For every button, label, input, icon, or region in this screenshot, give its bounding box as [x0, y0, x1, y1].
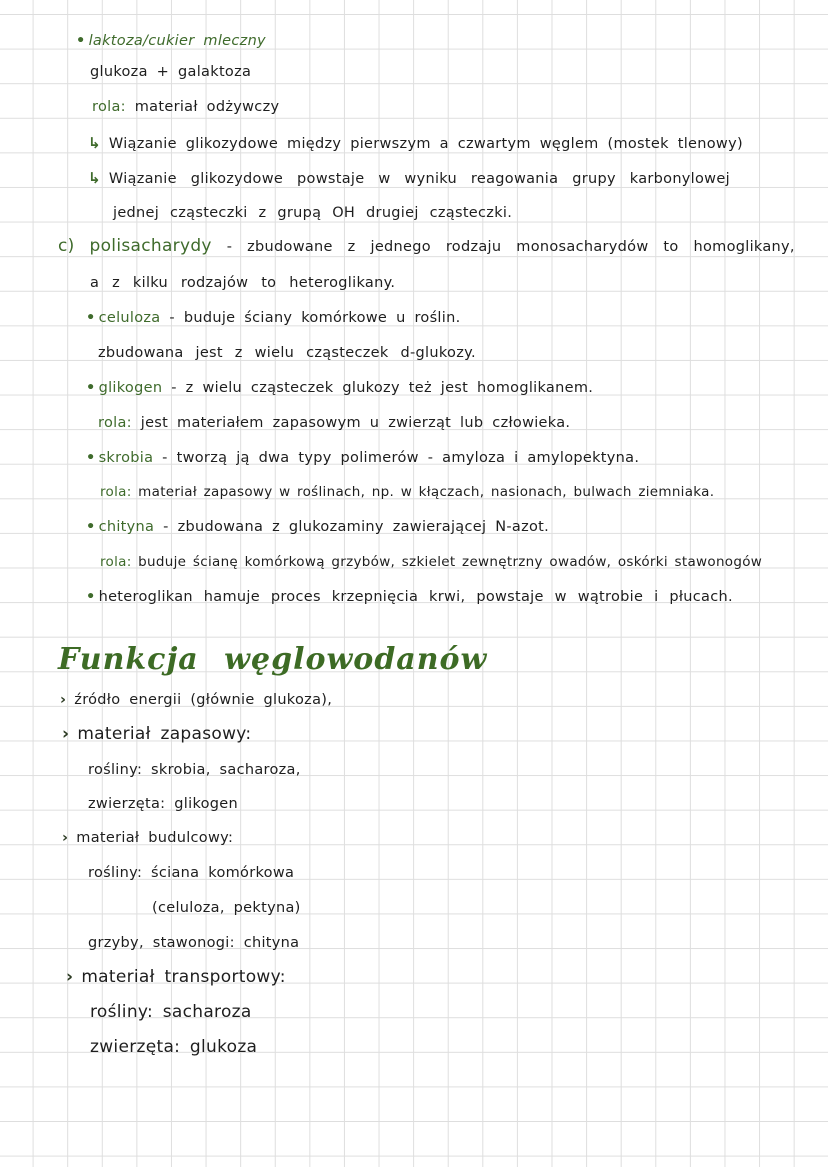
item-name: chityna: [98, 519, 155, 535]
laktoza-composition: glukoza + galaktoza: [90, 64, 252, 80]
chityna-item: • chityna - zbudowana z glukozaminy zawierającej N-azot.: [86, 519, 550, 535]
function-energy: [60, 690, 332, 710]
transport-animals: zwierzęta: glukoza: [90, 1037, 258, 1057]
item-desc: - buduje ściany komórkowe u roślin.: [160, 310, 461, 326]
item-name: skrobia: [98, 450, 154, 466]
glikogen-item: • glikogen - z wielu cząsteczek glukozy też jest homoglikanem.: [86, 380, 594, 396]
celuloza-item: • celuloza - buduje ściany komórkowe u roślin.: [86, 310, 461, 326]
laktoza-role: [92, 97, 279, 117]
skrobia-role: [100, 482, 714, 502]
chevron-right-icon: ›: [62, 830, 69, 846]
polysaccharides-definition: - zbudowane z jednego rodzaju monosacharydów to homoglikany,: [211, 239, 795, 255]
function-text: źródło energii (głównie glukoza),: [74, 692, 333, 708]
chevron-right-icon: ›: [60, 692, 67, 708]
item-desc: - z wielu cząsteczek glukozy też jest homoglikanem.: [162, 380, 594, 396]
structural-fungi: grzyby, stawonogi: chityna: [88, 935, 300, 951]
arrow-right-icon: ↳: [88, 169, 101, 187]
transport-plants: rośliny: sacharoza: [90, 1002, 252, 1022]
section-marker: c): [58, 236, 75, 256]
item-name: celuloza: [98, 310, 161, 326]
storage-plants: rośliny: skrobia, sacharoza,: [88, 762, 301, 778]
heteroglikan-item: • heteroglikan hamuje proces krzepnięcia krwi, powstaje w wątrobie i płucach.: [86, 589, 733, 605]
function-structural: [62, 828, 233, 848]
role-text: buduje ścianę komórkową grzybów, szkielet zewnętrzny owadów, oskórki stawonogów: [131, 554, 763, 570]
function-transport: [66, 967, 286, 987]
storage-animals: zwierzęta: glikogen: [88, 796, 239, 812]
role-label: rola:: [100, 484, 132, 500]
chevron-right-icon: ›: [66, 967, 74, 987]
role-text: jest materiałem zapasowym u zwierząt lub człowieka.: [131, 415, 571, 431]
glikogen-role: [98, 413, 570, 433]
function-text: materiał budulcowy:: [76, 830, 234, 846]
chevron-right-icon: ›: [62, 724, 70, 744]
functions-heading: Funkcja węglowodanów: [58, 642, 488, 677]
item-desc: heteroglikan hamuje proces krzepnięcia krwi, powstaje w wątrobie i płucach.: [98, 589, 733, 605]
note-2: [88, 168, 730, 189]
item-desc: - zbudowana z glukozaminy zawierającej N-azot.: [154, 519, 550, 535]
arrow-right-icon: ↳: [88, 134, 101, 152]
item-name: glikogen: [98, 380, 163, 396]
polysaccharides-heading: [58, 236, 795, 257]
bullet-icon: •: [76, 33, 86, 49]
role-label: rola:: [92, 99, 126, 115]
function-text: materiał transportowy:: [81, 967, 286, 987]
note-text: Wiązanie glikozydowe powstaje w wyniku reagowania grupy karbonylowej: [108, 171, 730, 187]
note-3: jednej cząsteczki z grupą OH drugiej cząsteczki.: [113, 205, 513, 221]
role-text: materiał odżywczy: [134, 99, 280, 115]
polysaccharides-definition-cont: a z kilku rodzajów to heteroglikany.: [90, 275, 396, 291]
role-label: rola:: [100, 554, 132, 570]
item-desc: - tworzą ją dwa typy polimerów - amyloza i amylopektyna.: [153, 450, 640, 466]
structural-plants: rośliny: ściana komórkowa: [88, 865, 295, 881]
note-1: [88, 133, 743, 154]
role-label: rola:: [98, 415, 132, 431]
chityna-role: [100, 552, 762, 572]
laktoza-heading: [76, 31, 266, 51]
laktoza-title: laktoza/cukier mleczny: [88, 33, 266, 49]
polysaccharides-title: polisacharydy: [89, 236, 212, 256]
function-text: materiał zapasowy:: [77, 724, 252, 744]
skrobia-item: • skrobia - tworzą ją dwa typy polimerów - amyloza i amylopektyna.: [86, 450, 640, 466]
structural-plants-detail: (celuloza, pektyna): [152, 900, 301, 916]
celuloza-extra: zbudowana jest z wielu cząsteczek d-glukozy.: [98, 345, 476, 361]
note-text: Wiązanie glikozydowe między pierwszym a czwartym węglem (mostek tlenowy): [108, 136, 743, 152]
function-storage: [62, 724, 251, 744]
role-text: materiał zapasowy w roślinach, np. w kłączach, nasionach, bulwach ziemniaka.: [131, 484, 715, 500]
